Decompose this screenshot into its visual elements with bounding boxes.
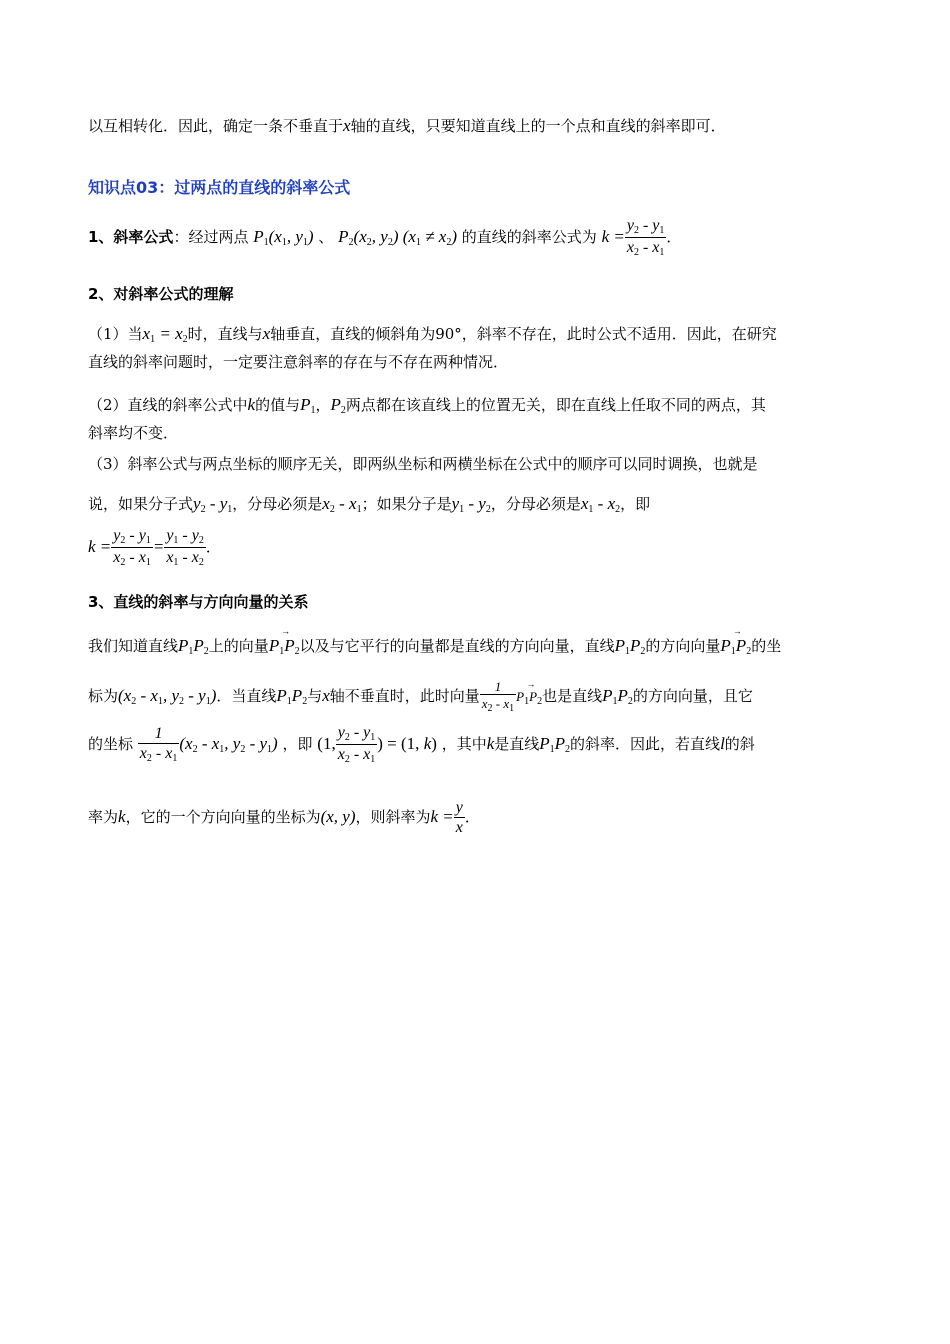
paragraph-intro: 以互相转化．因此，确定一条不垂直于x轴的直线，只要知道直线上的一个点和直线的斜率即可．: [88, 116, 726, 135]
item-3-line-2: 说，如果分子式$y_2 - y_1$，分母必须是$x_2 - x_1$；如果分子是$y_1 - y_2$，分母必须是$x_1 - x_2$，即: [88, 494, 651, 515]
vector-line-2: 标为($x_2 - x_1$, $y_2 - y_1$)．当直线$P_1P_2$与x轴不垂直时，此时向量 $\frac{1}{x_2 - x_1}$ → $P_1P_2$也是直线$P_1P_2$的方向向量，且它: [88, 680, 753, 714]
item-2-line-2: 斜率均不变．: [88, 424, 179, 442]
slope-formula-line: 1、斜率公式：经过两点 $P_1(x_1$, $y_1$) 、 $P_2(x_2$, $y_2$) $(x_1 \ne x_2)$ 的直线的斜率公式为 k = $\frac{y_2 - y_1}{x_2 - x_1}$ ．: [88, 217, 682, 258]
subsection-direction-vector: 3、直线的斜率与方向向量的关系: [88, 593, 309, 611]
item-1-line-1: （1）当$x_1 = x_2$时，直线与x轴垂直，直线的倾斜角为90°，斜率不存在，此时公式不适用．因此，在研究: [88, 324, 777, 345]
math-p1: $P_1(x_1$, $y_1$): [253, 227, 314, 248]
vector-line-4: 率为k，它的一个方向向量的坐标为(x, y)，则斜率为k = $\frac{y}{x}$ ．: [88, 799, 480, 836]
item-2-line-1: （2）直线的斜率公式中k的值与$P_1$，$P_2$两点都在该直线上的位置无关，即在直线上任取不同的两点，其: [88, 395, 766, 416]
math-fraction: $\frac{y_2 - y_1}{x_2 - x_1}$: [626, 217, 665, 258]
item-3-line-1: （3）斜率公式与两点坐标的顺序无关，即两纵坐标和两横坐标在公式中的顺序可以同时调换，也就是: [88, 455, 758, 473]
math-slope: k =: [601, 227, 625, 246]
section-heading: 知识点03：过两点的直线的斜率公式: [88, 178, 351, 197]
subsection-understanding: 2、对斜率公式的理解: [88, 285, 234, 303]
item-1-line-2: 直线的斜率问题时，一定要注意斜率的存在与不存在两种情况．: [88, 353, 509, 371]
item-3-equation: k = $\frac{y_2 - y_1}{x_2 - x_1}$ = $\frac{y_1 - y_2}{x_1 - x_2}$ ．: [88, 527, 221, 568]
math-p2: $P_2(x_2$, $y_2$) $(x_1 \ne x_2)$: [338, 227, 457, 248]
vector-line-1: 我们知道直线$P_1P_2$上的向量→ $P_1P_2$以及与它平行的向量都是直线的方向向量，直线$P_1P_2$的方向向量→ $P_1P_2$的坐: [88, 637, 781, 657]
vector-line-3: 的坐标 $\frac{1}{x_2 - x_1}$ ($x_2 - x_1$, $y_2 - y_1$) ，即 (1, $\frac{y_2 - y_1}{x_2 - x_1}$ ) = (1, k) ，其中k是直线$P_1P_2$的斜率．因此，若直线l的斜: [88, 724, 755, 765]
math-x: x: [343, 116, 351, 135]
